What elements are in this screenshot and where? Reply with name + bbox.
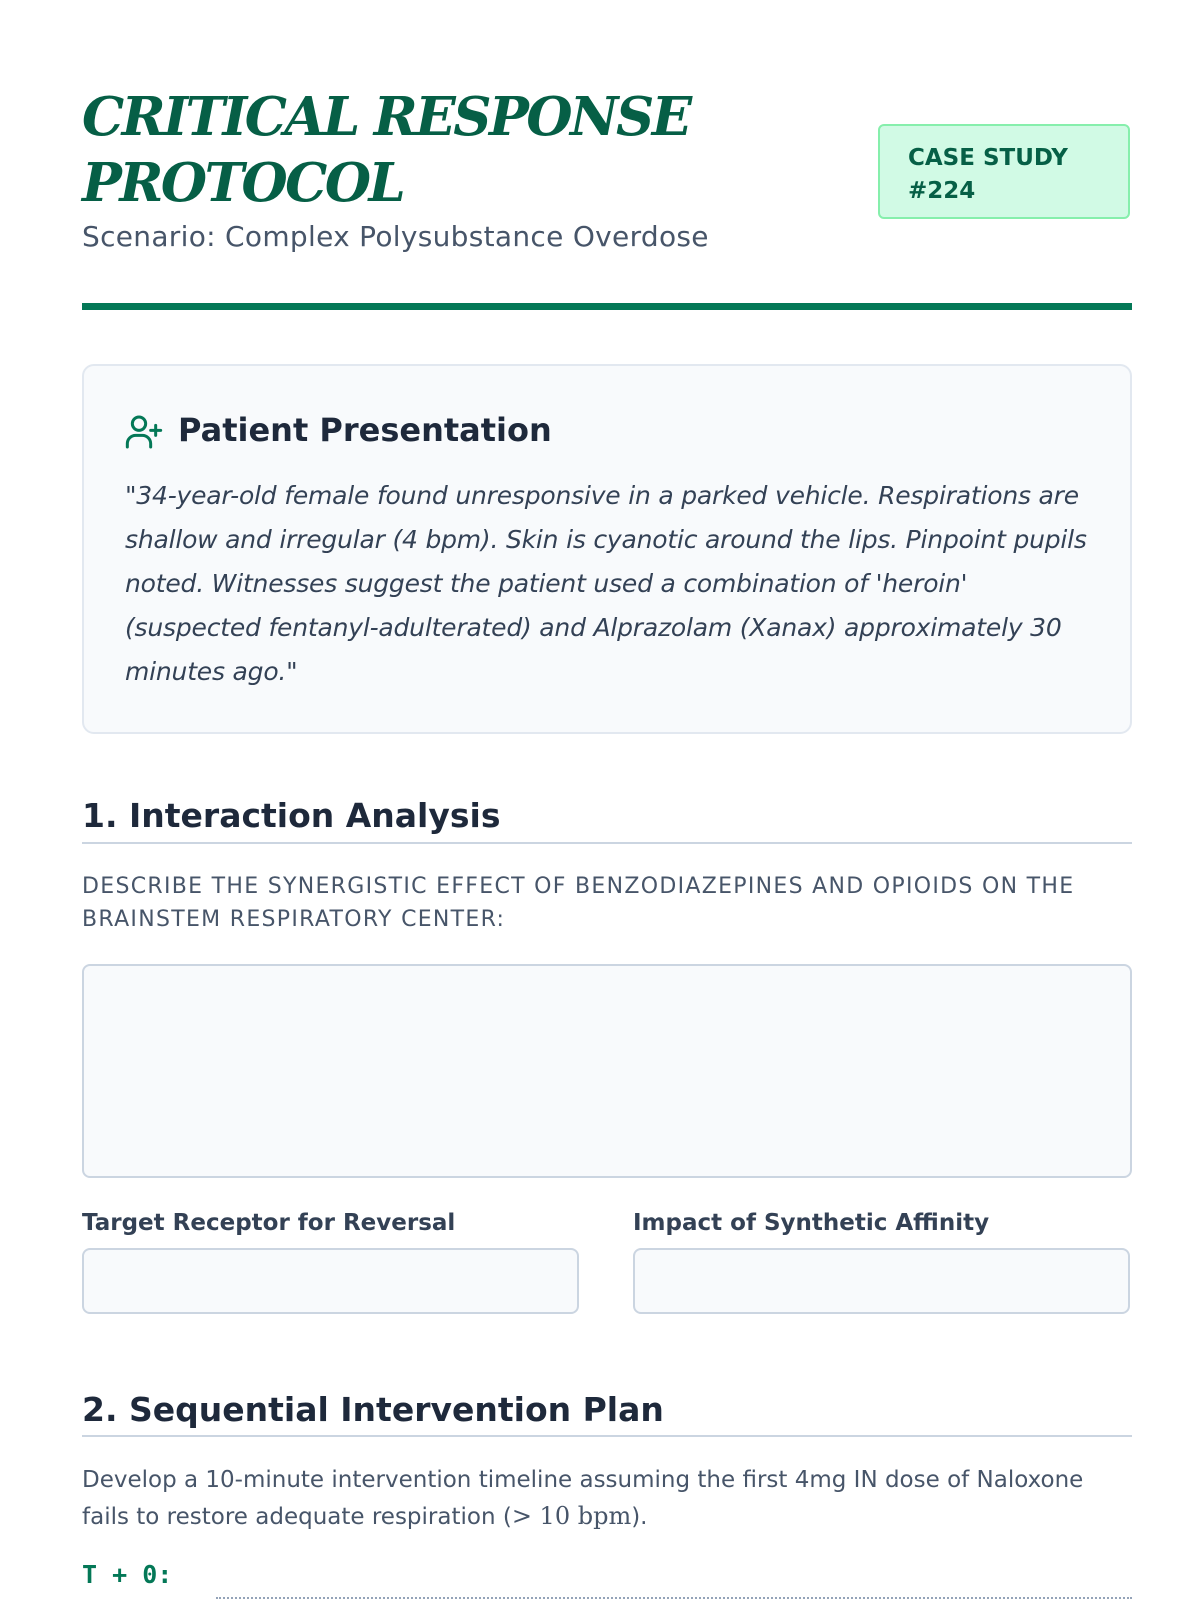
synthetic-affinity-label: Impact of Synthetic Affinity xyxy=(633,1210,990,1236)
section-2-title: 2. Sequential Intervention Plan xyxy=(82,1390,664,1429)
title-line-1: CRITICAL RESPONSE xyxy=(82,86,690,148)
interaction-answer-textarea[interactable] xyxy=(82,964,1132,1178)
patient-presentation-card xyxy=(82,364,1132,734)
respiration-threshold: > 10 bpm xyxy=(511,1502,632,1530)
synthetic-affinity-input[interactable] xyxy=(633,1248,1130,1314)
patient-presentation-text: "34-year-old female found unresponsive in a parked vehicle. Respirations are shallow and irregular (4 bpm). Skin is cyanotic around the lips. Pinpoint pupils noted. Witnesses suggest the patient used a combination of 'heroin' (suspected fentanyl-adulterated) and Alprazolam (Xanax) approximately 30 minutes ago." xyxy=(125,481,1087,686)
section-2-divider xyxy=(82,1435,1132,1437)
patient-presentation-heading: Patient Presentation xyxy=(178,411,552,449)
target-receptor-label: Target Receptor for Reversal xyxy=(82,1210,456,1236)
target-receptor-input[interactable] xyxy=(82,1248,579,1314)
title-line-2: PROTOCOL xyxy=(82,152,404,214)
scenario-subtitle: Scenario: Complex Polysubstance Overdose xyxy=(82,220,709,253)
header-divider xyxy=(82,303,1132,310)
badge-label: CASE STUDY xyxy=(908,145,1068,171)
interaction-prompt: DESCRIBE THE SYNERGISTIC EFFECT OF BENZODIAZEPINES AND OPIOIDS ON THE BRAINSTEM RESPIRATORY CENTER: xyxy=(82,874,1075,932)
section-1-divider xyxy=(82,842,1132,844)
timeline-entry-line[interactable] xyxy=(216,1597,1132,1599)
instructions-text-end: ). xyxy=(631,1504,648,1530)
timeline-label: T + 0: xyxy=(82,1560,173,1589)
intervention-instructions xyxy=(82,1462,1132,1535)
case-study-badge xyxy=(878,124,1130,219)
user-plus-icon xyxy=(124,412,164,452)
badge-number: #224 xyxy=(908,178,976,204)
timeline-row xyxy=(82,1560,1132,1600)
section-1-title: 1. Interaction Analysis xyxy=(82,796,501,835)
header xyxy=(82,84,1132,304)
page-title xyxy=(82,84,782,216)
instructions-text: Develop a 10-minute intervention timeline assuming the first 4mg IN dose of Naloxone fails to restore adequate respiration ( xyxy=(82,1467,1084,1530)
